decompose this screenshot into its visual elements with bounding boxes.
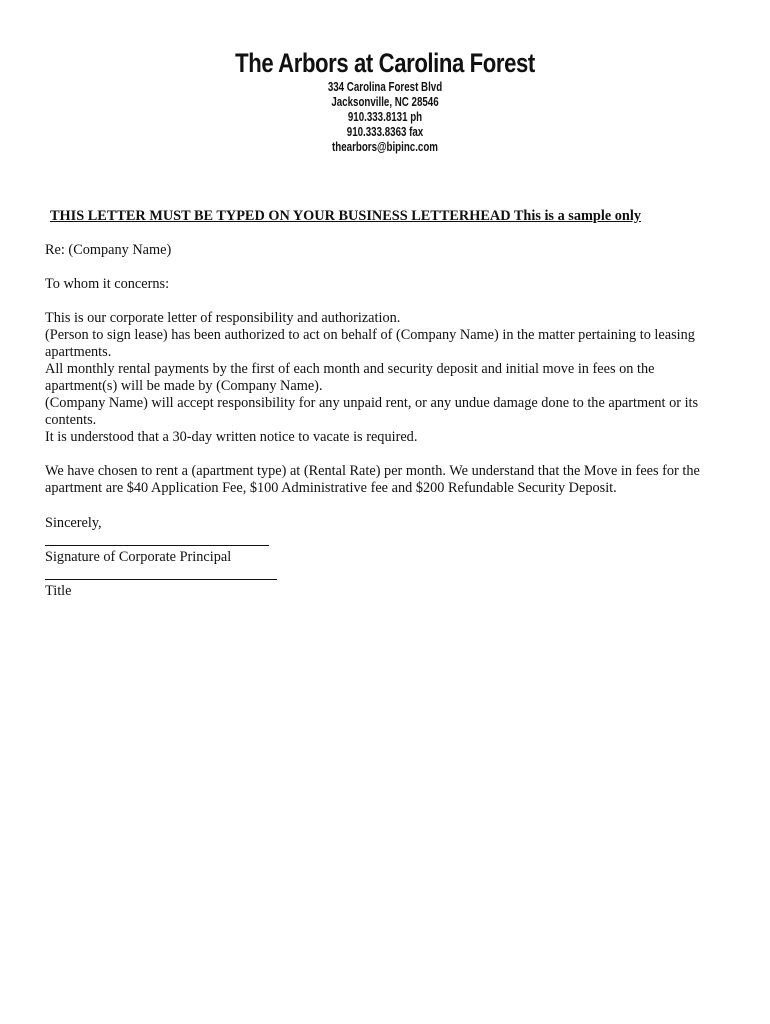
subject-line: Re: (Company Name) — [45, 242, 172, 258]
letterhead — [0, 46, 770, 155]
signature-label: Signature of Corporate Principal — [45, 549, 232, 565]
address-line-1: 334 Carolina Forest Blvd — [327, 80, 443, 94]
paragraph-line: apartment are $40 Application Fee, $100 Administrative fee and $200 Refundable Security Deposit. — [45, 480, 617, 496]
closing: Sincerely, — [45, 515, 102, 531]
phone-number: 910.333.8131 ph — [347, 110, 423, 124]
paragraph-line: apartment(s) will be made by (Company Name). — [45, 378, 323, 394]
company-title: The Arbors at Carolina Forest — [235, 48, 535, 78]
paragraph-line: We have chosen to rent a (apartment type) at (Rental Rate) per month. We understand that the Move in fees for the — [45, 463, 700, 479]
paragraph-line: This is our corporate letter of responsibility and authorization. — [45, 310, 401, 326]
paragraph-line: (Person to sign lease) has been authorized to act on behalf of (Company Name) in the matter pertaining to leasing — [45, 327, 695, 343]
paragraph-line: (Company Name) will accept responsibility for any unpaid rent, or any undue damage done to the apartment or its — [45, 395, 699, 411]
email-address: thearbors@bipinc.com — [332, 140, 438, 154]
title-label: Title — [45, 583, 72, 599]
signature-line — [45, 545, 269, 546]
sample-notice: THIS LETTER MUST BE TYPED ON YOUR BUSINESS LETTERHEAD This is a sample only — [50, 208, 641, 224]
paragraph-line: contents. — [45, 412, 97, 428]
rental-terms-paragraph — [45, 463, 725, 497]
fax-number: 910.333.8363 fax — [346, 125, 424, 139]
address-line-2: Jacksonville, NC 28546 — [331, 95, 439, 109]
salutation: To whom it concerns: — [45, 276, 170, 292]
paragraph-line: All monthly rental payments by the first of each month and security deposit and initial move in fees on the — [45, 361, 655, 377]
paragraph-line: apartments. — [45, 344, 112, 360]
paragraph-line: It is understood that a 30-day written notice to vacate is required. — [45, 429, 418, 445]
title-line — [45, 579, 277, 580]
authorization-paragraph — [45, 310, 725, 446]
contact-block — [0, 80, 770, 155]
